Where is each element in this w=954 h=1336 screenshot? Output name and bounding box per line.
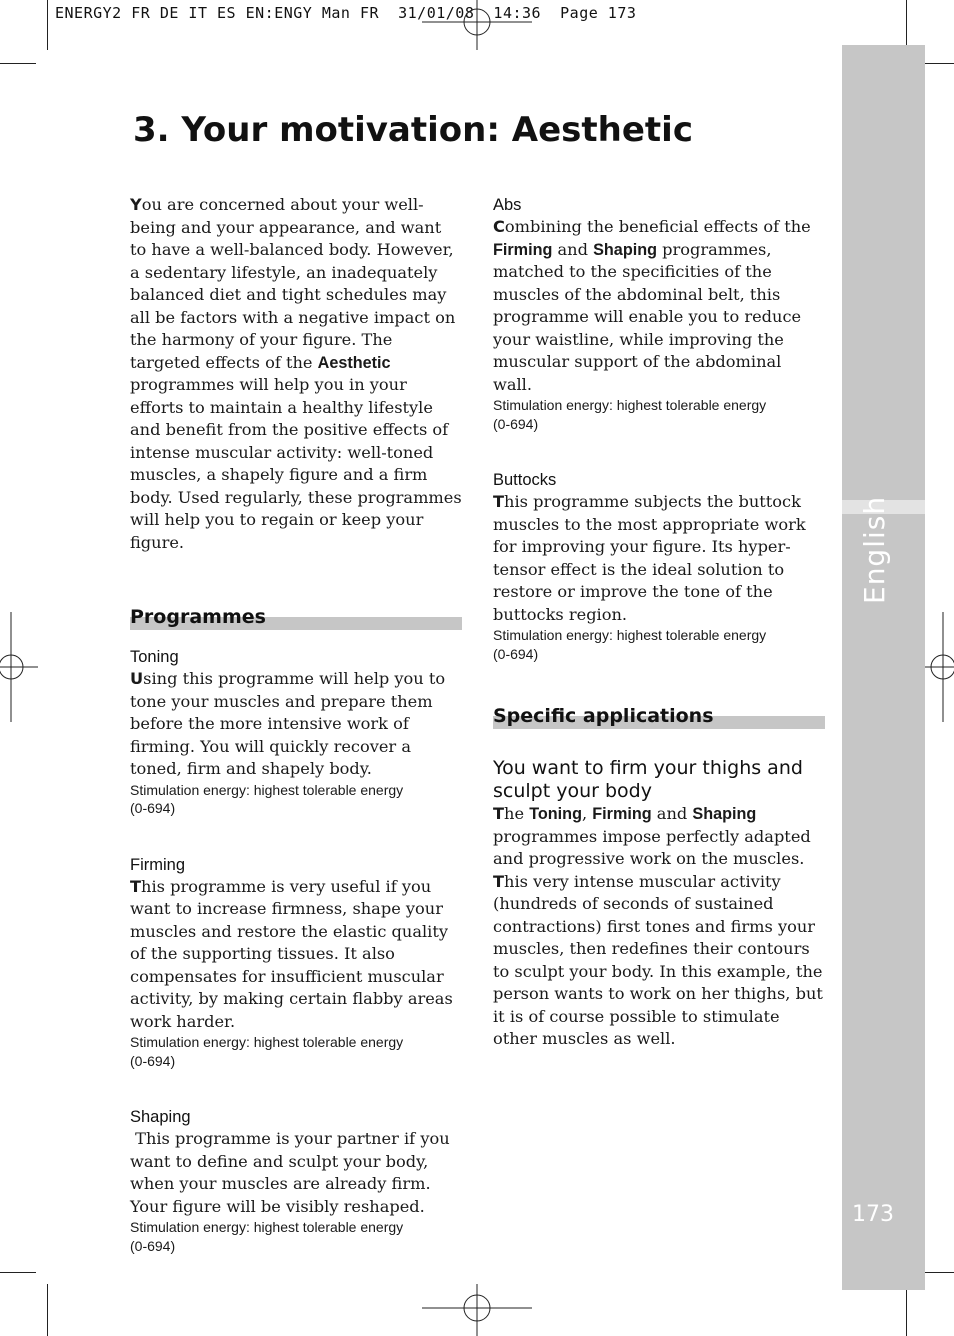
thighs-heading: You want to firm your thighs and sculpt your body [493, 757, 803, 802]
dropcap: T [493, 871, 505, 891]
abs-text-cont: programmes, matched to the specificities of the muscles of the abdominal belt, this programme will enable you to reduce your waistline, while improving the muscular support of the abdominal wall. [493, 239, 802, 394]
firming-term: Firming [493, 240, 553, 259]
intro-paragraph [130, 194, 462, 554]
registration-mark-icon [422, 0, 532, 52]
crop-mark [906, 1284, 907, 1336]
comma: , [581, 804, 588, 823]
language-label: English [858, 495, 891, 604]
crop-mark [47, 0, 48, 50]
toning-energy: Stimulation energy: highest tolerable energy [130, 781, 404, 798]
and-text: and [557, 239, 588, 259]
right-column [493, 194, 825, 1051]
programmes-heading [130, 604, 462, 632]
printer-slug: ENERGY2 FR DE IT ES EN:ENGY Man FR 31/01/08 14:36 Page 173 [55, 4, 637, 22]
aesthetic-term: Aesthetic [317, 353, 391, 372]
firming-term: Firming [592, 805, 652, 823]
left-column [130, 194, 462, 1255]
language-sidebar [842, 45, 925, 1290]
specific-applications-heading [493, 703, 825, 731]
crop-mark [47, 1284, 48, 1336]
abs-paragraph [493, 216, 825, 396]
buttocks-title: Buttocks [493, 471, 557, 489]
abs-energy-range: (0-694) [493, 415, 539, 432]
toning-title: Toning [130, 648, 179, 666]
dropcap: C [493, 217, 505, 236]
crop-mark [0, 63, 36, 64]
dropcap: T [130, 876, 142, 896]
toning-energy-range: (0-694) [130, 800, 176, 816]
shaping-paragraph: This programme is your partner if you want to define and sculpt your body, when your muscles are already firm. Your figure will be visibly reshaped. [130, 1129, 455, 1216]
crop-mark [0, 1272, 36, 1273]
buttocks-energy: Stimulation energy: highest tolerable energy [493, 627, 767, 643]
page-title: 3. Your motivation: Aesthetic [133, 110, 693, 150]
page-number: 173 [852, 1202, 894, 1227]
firming-paragraph [130, 876, 462, 1034]
toning-term: Toning [529, 805, 582, 823]
dropcap: U [130, 669, 144, 688]
shaping-energy-range: (0-694) [130, 1237, 176, 1254]
abs-text: ombining the beneficial effects of the [504, 217, 811, 236]
shaping-title: Shaping [130, 1108, 191, 1126]
programmes-heading-label: Programmes [130, 606, 266, 628]
firming-text: his programme is very useful if you want to increase firmness, shape your muscles and restore the elastic quality of the supporting tissues. It also compensates for insufficient muscular activity, by making certain flabby areas work harder. [130, 876, 453, 1031]
dropcap: T [493, 804, 505, 823]
firming-title: Firming [130, 855, 186, 874]
buttocks-energy-range: (0-694) [493, 645, 539, 662]
toning-paragraph [130, 668, 462, 781]
dropcap: Y [130, 195, 142, 214]
thighs-paragraph-2 [493, 871, 825, 1051]
thighs-text: he [504, 804, 525, 823]
toning-text: sing this programme will help you to tone your muscles and prepare them before the more intensive work of firming. You will quickly recover a toned, firm and shapely body. [130, 669, 446, 778]
shaping-energy: Stimulation energy: highest tolerable energy [130, 1219, 404, 1235]
thighs-paragraph-1 [493, 803, 825, 871]
firming-energy: Stimulation energy: highest tolerable energy [130, 1034, 404, 1050]
intro-text-cont: programmes will help you in your efforts to maintain a healthy lifestyle and benefit from the positive effects of intense muscular activity: well-toned muscles, a shapely figure and a firm body. Used regularly, these programmes will help you to regain or keep your figure. [130, 375, 462, 552]
thighs-text-2: his very intense muscular activity (hundreds of seconds of sustained contractions) first tones and firms your muscles, then redefines their contours to sculpt your body. In this example, the person wants to work on her thighs, but it is of course possible to stimulate other muscles as well. [493, 871, 823, 1048]
dropcap: T [493, 492, 505, 511]
buttocks-text: his programme subjects the buttock muscles to the most appropriate work for improving your figure. Its hyper-tensor effect is the ideal solution to restore or improve the tone of the buttocks region. [493, 492, 806, 624]
thighs-text-cont: programmes impose perfectly adapted and progressive work on the muscles. [493, 826, 811, 868]
firming-energy-range: (0-694) [130, 1052, 176, 1069]
registration-mark-icon [422, 1284, 532, 1336]
shaping-term: Shaping [692, 805, 757, 823]
crop-mark [906, 0, 907, 50]
registration-mark-icon [0, 612, 40, 722]
abs-title: Abs [493, 196, 522, 214]
and-text: and [656, 804, 688, 823]
buttocks-paragraph [493, 491, 825, 626]
shaping-term: Shaping [593, 240, 657, 259]
intro-text: ou are concerned about your well-being and your appearance, and want to have a well-balanced body. However, a sedentary lifestyle, an inadequately balanced diet and tight schedules may all be factors with a negative impact on the harmony of your figure. The targeted effects of the [130, 195, 456, 372]
specific-applications-label: Specific applications [493, 705, 714, 727]
abs-energy: Stimulation energy: highest tolerable energy [493, 397, 767, 413]
